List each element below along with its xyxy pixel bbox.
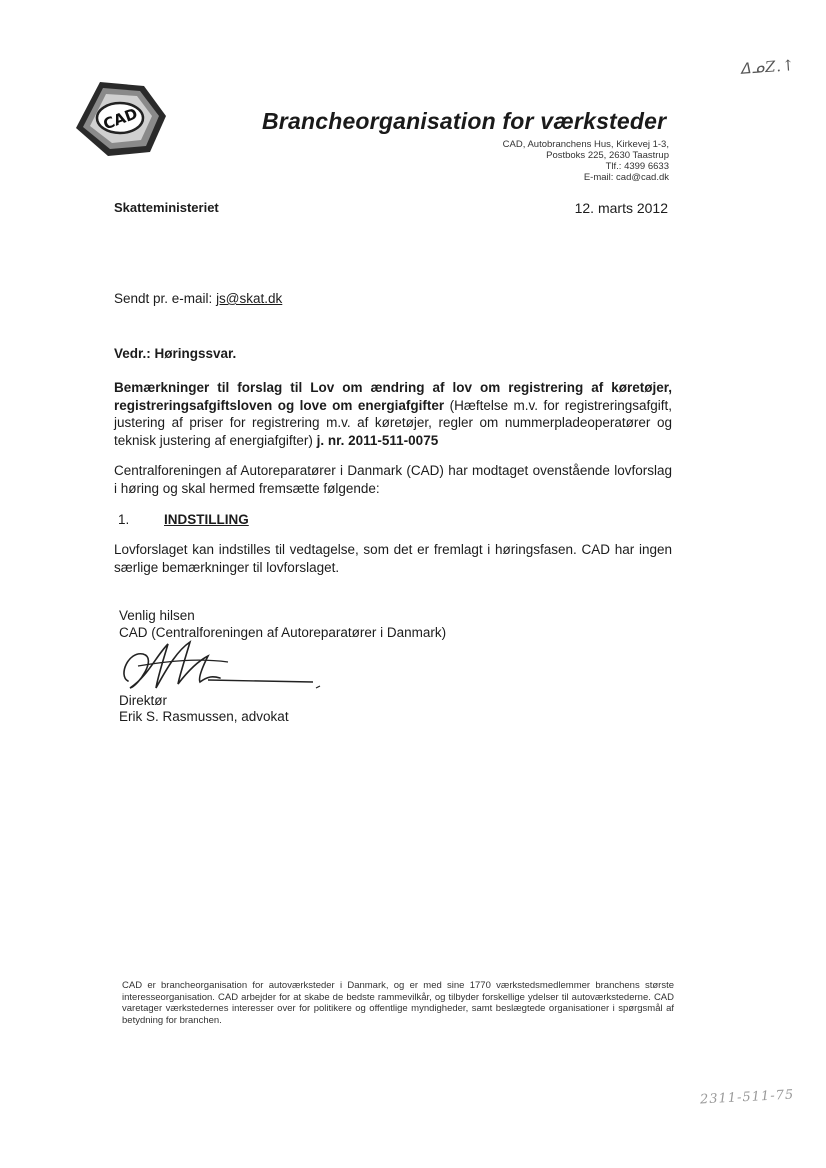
organization-name: Brancheorganisation for værksteder (262, 108, 667, 134)
signing-organization: CAD (Centralforeningen af Autoreparatører i Danmark) (119, 625, 447, 640)
sent-by-email-line (114, 291, 282, 306)
address-phone: Tlf.: 4399 6633 (605, 161, 669, 172)
subject-paragraph (114, 379, 672, 449)
subject-bold-intro: Bemærkninger til forslag til Lov om ændring af lov om registrering af køretøjer, registreringsafgiftsloven og love om energiafgifter (114, 380, 672, 413)
section-title: INDSTILLING (164, 512, 249, 527)
address-line-2: Postboks 225, 2630 Taastrup (546, 150, 669, 161)
address-email: E-mail: cad@cad.dk (583, 172, 669, 183)
intro-paragraph: Centralforeningen af Autoreparatører i Danmark (CAD) har modtaget ovenstående lovforslag i høring og skal hermed fremsætte følgende: (114, 463, 672, 496)
email-link[interactable]: js@skat.dk (216, 291, 283, 306)
closing-greeting: Venlig hilsen (119, 608, 195, 623)
section-number: 1. (118, 512, 130, 527)
sent-label: Sendt pr. e-mail: (114, 291, 213, 306)
logo-text: CAD (100, 104, 140, 134)
handwritten-signature (108, 636, 328, 696)
handwritten-case-number: 2311-511-75 (699, 1087, 795, 1108)
signer-title: Direktør (119, 693, 167, 708)
section-paragraph: Lovforslaget kan indstilles til vedtagelse, som det er fremlagt i høringsfasen. CAD har ingen særlige bemærkninger til lovforslaget. (114, 542, 672, 575)
recipient: Skatteministeriet (114, 200, 219, 215)
subject-details: (Hæftelse m.v. for registreringsafgift, justering af priser for registrering m.v. af køretøjer, regler om nummerpladeoperatører og teknisk justering af energiafgifter) (114, 397, 672, 448)
letter-date: 12. marts 2012 (574, 200, 668, 216)
subject-reference: Vedr.: Høringssvar. (114, 346, 237, 361)
footer-description: CAD er brancheorganisation for autoværksteder i Danmark, og er med sine 1770 værkstedsmedlemmer branchens største interesseorganisation. CAD arbejder for at skabe de bedste rammevilkår, og tilbyder forskellige ydelser til autoværkstederne. CAD varetager værkstedernes interesser over for politikere og offentlige myndigheder, samt beslægtede organisationer i spørgsmål af betydning for branchen. (122, 980, 674, 1026)
cad-logo (70, 78, 170, 160)
signer-name: Erik S. Rasmussen, advokat (119, 709, 289, 724)
handwritten-page-note: ᐃᓄZ.↑ (739, 56, 797, 78)
address-line-1: CAD, Autobranchens Hus, Kirkevej 1-3, (502, 139, 669, 150)
subject-case-number: j. nr. 2011-511-0075 (312, 432, 439, 448)
